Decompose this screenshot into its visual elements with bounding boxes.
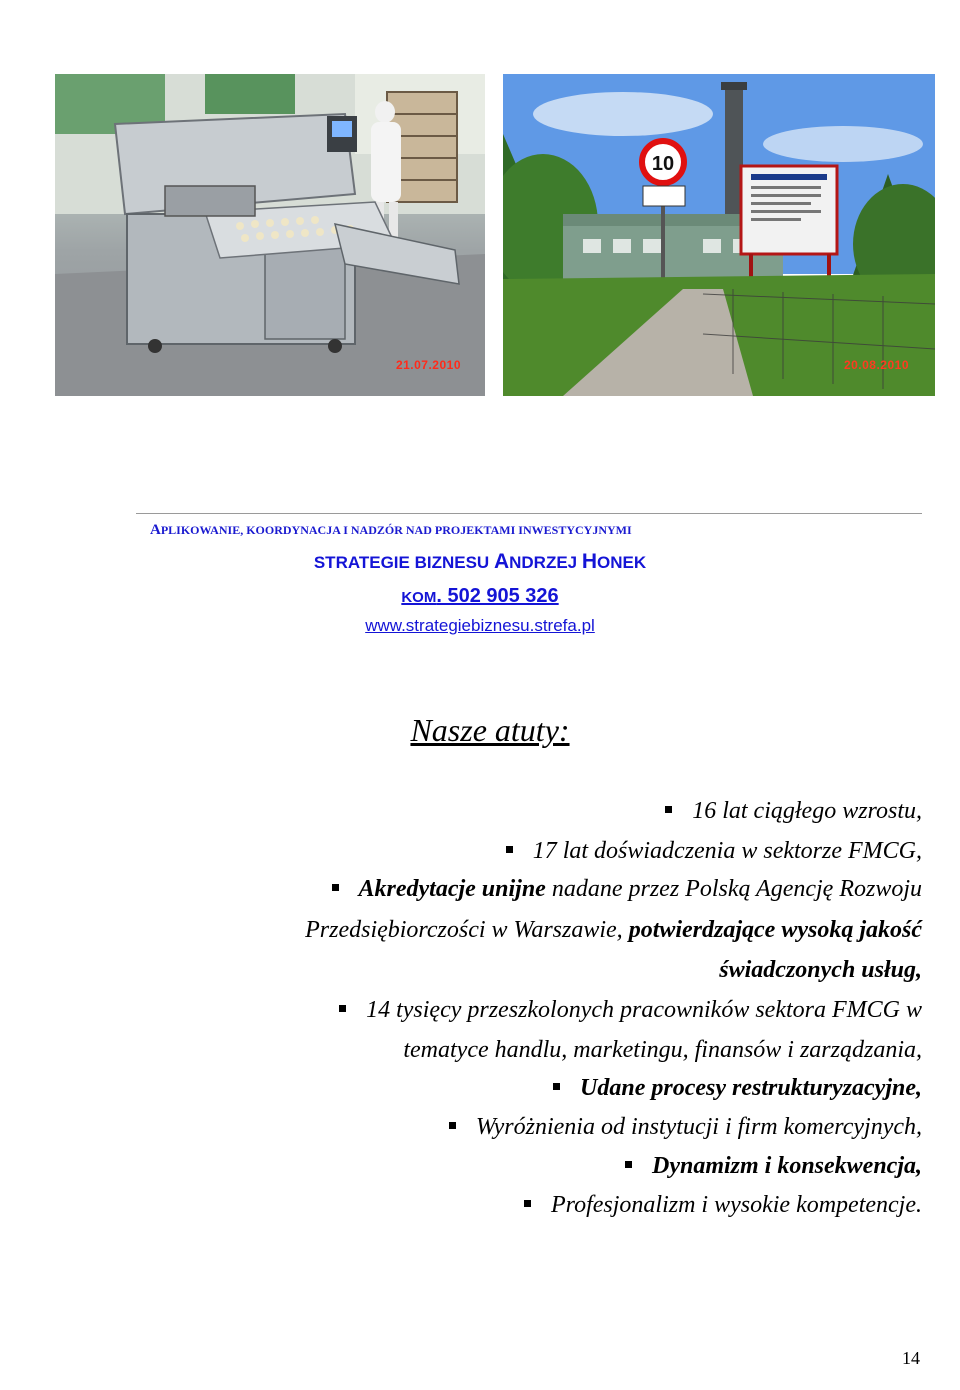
bullet-square-icon	[506, 846, 513, 853]
photo-plant-entrance	[503, 74, 935, 396]
section-title: Nasze atuty:	[410, 712, 570, 748]
bullet-square-icon	[524, 1200, 531, 1207]
list-item: Dynamizm i konsekwencja,	[625, 1153, 922, 1180]
list-item: Udane procesy restrukturyzacyjne,	[553, 1075, 922, 1102]
bullet-square-icon	[449, 1122, 456, 1129]
header-phone[interactable]: KOM. 502 905 326	[401, 585, 559, 607]
header-website-link[interactable]: www.strategiebiznesu.strefa.pl	[365, 616, 595, 635]
list-item: Wyróżnienia od instytucji i firm komercyjnych,	[449, 1114, 922, 1141]
list-item-continuation: Przedsiębiorczości w Warszawie, potwierdzające wysoką jakość	[305, 917, 922, 943]
bullet-square-icon	[665, 806, 672, 813]
list-item-continuation: świadczonych usług,	[719, 957, 922, 983]
list-item: 16 lat ciągłego wzrostu,	[665, 798, 922, 825]
header-rule	[136, 513, 922, 514]
list-item: Akredytacje unijne nadane przez Polską Agencję Rozwoju	[332, 876, 923, 903]
left-photo-date: 21.07.2010	[395, 358, 461, 372]
page-number: 14	[902, 1348, 920, 1368]
list-item: Profesjonalizm i wysokie kompetencje.	[524, 1192, 922, 1219]
bakery-machine-illustration	[55, 74, 485, 396]
header-services-line: APLIKOWANIE, KOORDYNACJA I NADZÓR NAD PROJEKTAMI INWESTYCYJNYMI	[150, 522, 632, 538]
bullet-square-icon	[625, 1161, 632, 1168]
bullet-square-icon	[553, 1083, 560, 1090]
header-company-name: STRATEGIE BIZNESU ANDRZEJ HONEK	[313, 550, 647, 573]
bullet-square-icon	[339, 1005, 346, 1012]
bullet-square-icon	[332, 884, 339, 891]
list-item-continuation: tematyce handlu, marketingu, finansów i zarządzania,	[403, 1037, 922, 1063]
speed-sign-value: 10	[651, 153, 675, 175]
list-item: 17 lat doświadczenia w sektorze FMCG,	[506, 838, 922, 865]
right-photo-date: 20.08.2010	[843, 358, 909, 372]
plant-entrance-illustration	[503, 74, 935, 396]
list-item: 14 tysięcy przeszkolonych pracowników sektora FMCG w	[339, 997, 922, 1024]
photo-bakery-machine	[55, 74, 485, 396]
